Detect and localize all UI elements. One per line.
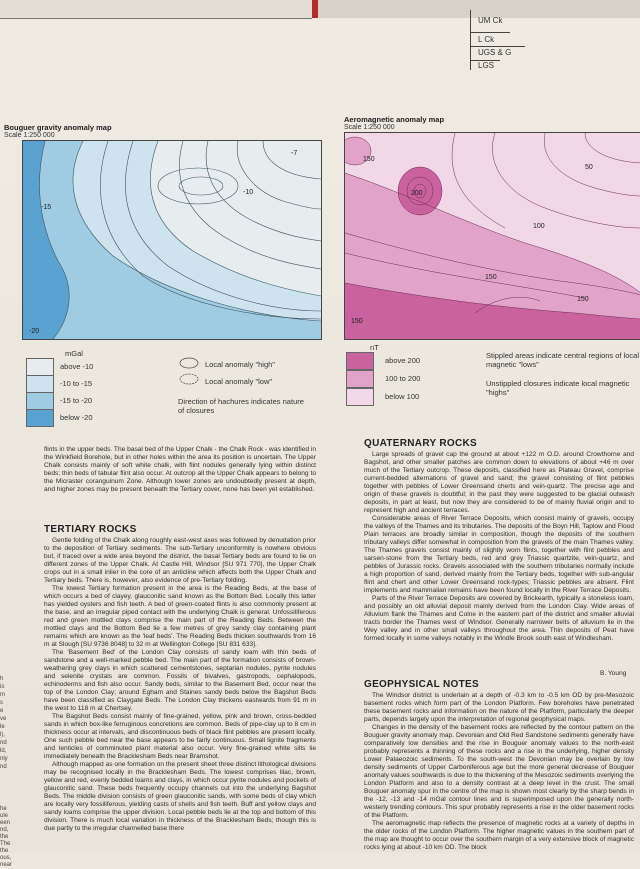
aeromag-swatch-3 (346, 388, 374, 406)
bouguer-swatch-3 (26, 392, 54, 410)
strat-label-lgs: LGS (478, 61, 495, 70)
local-low-label: Local anomaly "low" (205, 377, 273, 386)
contour-label: -7 (291, 150, 298, 157)
bouguer-legend-label: -15 to -20 (60, 396, 93, 405)
contour-label: 50 (585, 164, 593, 171)
tertiary-paragraph: The Bagshot Beds consist mainly of fine-grained, yellow, pink and brown, cross-bedded sands in which box-like ferruginous concretions are common. Beds of pipe-clay up to 8 cm in thickness occur at intervals, and discontinuous beds of black flint pebbles are present locally. One such pebble bed near the base appears to be fairly continuous. Small lignite fragments and lenticles of comminuted plant material also occur. Very fine-grained white silts lie immediately beneath the Bracklesham Beds near Bramshot. (44, 713, 316, 760)
stratigraphic-column (470, 10, 600, 72)
aeromagnetic-map (344, 132, 640, 340)
tertiary-rocks-text (44, 537, 316, 853)
bouguer-swatch-1 (26, 358, 54, 376)
quaternary-paragraph: Parts of the River Terrace Deposits are covered by Brickearth, typically a stoneless loam, and possibly an old alluvial deposit mainly derived from the London Clay. Wide areas of Alluvium flank the Thames and Colne in the eastern part of the district and smaller alluvial tracts border the Thames west of Windsor. Generally narrower belts of alluvium lie in the Wey valley and in other small valleys throughout the area. Thin deposits of Peat have formed locally in some valleys notably in the Windle Brook south east of Windlesham. (364, 595, 634, 642)
author-credit: B. Young (600, 670, 627, 677)
geophys-paragraph: Changes in the density of the basement rocks are reflected by the contour pattern on the Bouguer gravity anomaly map. Devonian and Old Red Sandstone sediments generally have comparatively low densities and the rise in Bouguer anomaly values to the north-east probably represents a thinning of these rocks and a rise in the underlying, higher density Lower Palaeozoic sediments. To the south-west the Devonian may be overlain by low density sediments of Upper Carboniferous age but the more general decrease of Bouguer anomaly values southwards is due to the thickening of the Mesozoic sediments overlying the London Platform and also to a density contrast at a deep level in the crust. The small Bouguer anomaly spur in the centre of the map is shown most clearly by the sharp bends in the -12, -13 and -14 mGal contour lines and is superimposed upon the generally north-westerly trending contours. This spur probably represents a rise in the older basement rocks of the Platform. (364, 724, 634, 819)
strat-label-ugs-g: UGS & G (478, 48, 512, 57)
bouguer-legend-label: -10 to -15 (60, 379, 93, 388)
aeromag-swatch-1 (346, 352, 374, 370)
geophysical-notes-heading: GEOPHYSICAL NOTES (364, 679, 479, 690)
geophys-paragraph: The Windsor district is underlain at a depth of -0.3 km to -0.5 km OD by pre-Mesozoic basement rocks which form part of the London Platform. Few boreholes have penetrated these basement rocks and information on the nature of the Platform, particularly the deeper parts, depends largely upon the interpretation of regional geophysical maps. (364, 692, 634, 723)
quaternary-paragraph: Large spreads of gravel cap the ground at about +122 m O.D. around Crowthorne and Bagshot, and other smaller patches are common down to elevations of about +46 m over much of the Tertiary outcrop. These deposits, classified here as Plateau Gravel, comprise current-bedded alternations of gravel and sand; the gravel consisting of flint pebbles together with pebbles of Lower Greensand cherts and vein-quartz. The precise age and origin of these gravels is doubtful; in the past they were suggested to be glacial outwash deposits, in part at least, but now they are considered to be of mainly fluvial origin and to represent high and ancient terraces. (364, 451, 634, 514)
aeromag-legend-label: below 100 (385, 392, 420, 401)
contour-label: 150 (577, 296, 589, 303)
tertiary-paragraph: Although mapped as one formation on the present sheet three distinct lithological divisions may be recognised locally in the Bracklesham Beds. The lowest comprises lilac, brown, yellow and red, evenly bedded loams and clays, in which occur pyrite nodules and pockets of glauconitic sand. These beds frequently occupy channels cut into the underlying Bagshot Beds. The middle division consists of green glauconitic sands, with some beds of clay which are locally very fossiliferous, yielding casts of shells and fish teeth. Buff and yellow clays and sandy loams comprise the upper division. Local pebble beds lie at the top and bottom of this division. There is much local variation in thickness of the Bracklesham Beds; though this is due partly to the irregular channelled base there (44, 761, 316, 832)
strat-label-um-ck: UM Ck (478, 16, 503, 25)
hachure-note: Direction of hachures indicates nature of closures (178, 397, 304, 415)
contour-label: 150 (351, 318, 363, 325)
top-red-mark (312, 0, 318, 18)
quaternary-paragraph: Considerable areas of River Terrace Deposits, which consist mainly of gravels, occupy the valleys of the Thames and its tributaries. The deposits of the Boyn Hill, Taplow and Flood Plain terraces are broadly similar in composition, though the deposits of the southern tributary valleys differ somewhat in composition from the gravels of the main Thames valley. The Thames gravels consist mainly of slightly worn flints, together with flint pebbles and sarsen-stone from the Tertiary beds, red and grey Triassic quartzite, vein-quartz, and pebbles of Jurassic rocks. Gravels associated with the southern tributaries normally include a high proportion of sand, derived mainly from the Tertiary beds, together with sub-angular flint and chert and other Lower Greensand rock-types; Triassic pebbles are absent. Flint implements and mammalian remains have been found locally in the River Terrace Deposits. (364, 515, 634, 594)
tertiary-paragraph: The lowest Tertiary formation present in the area is the Reading Beds, at the base of which occurs a bed of clayey, glauconitic sand known as the Bottom Bed. Locally this latter has yielded oysters and fish teeth. A bed of green-coated flints is also commonly present at the base, and an irregular piped contact with the underlying Chalk is general. Unfossiliferous red and green mottled clays comprise the main part of the Reading Beds. Between the mottled clays and the Bottom Bed lie a few metres of grey sandy clay containing plant remains which are known as the 'leaf beds'. The Reading Beds thicken southwards from 16 m at Slough [SU 9736 8048] to 32 m at Wellington College [SU 831 633]. (44, 585, 316, 648)
left-margin-fragments: h is m s e ve le l), nd ld, nly nd (0, 676, 8, 770)
contour-label: -20 (29, 328, 40, 335)
contour-label: 200 (411, 190, 423, 197)
unstippled-note: Unstippled closures indicate local magnetic "highs" (486, 379, 630, 397)
tertiary-rocks-heading: TERTIARY ROCKS (44, 524, 137, 535)
bouguer-swatch-4 (26, 409, 54, 427)
aeromag-map-title: Aeromagnetic anomaly map (344, 115, 445, 124)
aeromag-map-scale: Scale 1:250 000 (344, 124, 395, 131)
aeromag-legend-unit: nT (370, 343, 379, 352)
bouguer-map-title: Bouguer gravity anomaly map (4, 123, 112, 132)
local-high-label: Local anomaly "high" (205, 360, 275, 369)
tertiary-paragraph: The 'Basement Bed' of the London Clay consists of sandy loam with thin beds of sandstone and a well-marked pebble bed. The main part of the formation consists of brown-weathering grey clays in which scattered cementstones, septarian nodules, pyrite nodules and selenite crystals are common. Fossils of bivalves, gastropods, cephalopods, echinoderms and fish also occur. Sandy beds, similar to the Basement Bed, occur near the top of the London Clay; around Egham and Staines sandy beds below the Bagshot Beds have been classified as Claygate Beds. The London Clay thickens eastwards from 91 m in the west to 118 m at Chertsey. (44, 649, 316, 712)
geophys-paragraph: The aeromagnetic map reflects the presence of magnetic rocks at a variety of depths in the older rocks of the London Platform. The higher magnetic values in the southern part of the map are thought to occur over the southern margin of a very extensive block of magnetic rocks lying at about -10 km OD. The block (364, 820, 634, 851)
aeromag-legend-label: above 200 (385, 356, 421, 365)
contour-label: -15 (41, 204, 52, 211)
geophysical-notes-text (364, 692, 634, 853)
quaternary-rocks-text (364, 451, 634, 677)
bouguer-legend-label: above -10 (60, 362, 94, 371)
left-margin-fragments-lower: he ule een nd, the The the ous, near (0, 806, 13, 868)
bouguer-swatch-2 (26, 375, 54, 393)
chalk-intro-paragraph: flints in the upper beds. The basal bed of the Upper Chalk - the Chalk Rock - was identified in the Winkfield Borehole, but in other holes within the area its position is uncertain. The Upper Chalk consists mainly of soft white chalk, with flint nodules generally lying within distinct beds; thin beds of tabular flint also occur. At outcrop all the Upper Chalk appears to belong to the Micraster coranguinum Zone. Although lower zones are undoubtedly present at depth, and higher zones may be present beneath the Tertiary cover, none has been yet established. (44, 446, 316, 493)
strat-divider (470, 32, 510, 33)
contour-label: 150 (363, 156, 375, 163)
strat-divider (470, 46, 525, 47)
strat-label-l-ck: L Ck (478, 35, 495, 44)
bouguer-gravity-map (22, 140, 322, 340)
quaternary-rocks-heading: QUATERNARY ROCKS (364, 438, 477, 449)
contour-label: 150 (485, 274, 497, 281)
aeromag-legend-label: 100 to 200 (385, 374, 421, 383)
bouguer-legend-unit: mGal (65, 349, 83, 358)
stippled-note: Stippled areas indicate central regions of local magnetic "lows" (486, 351, 640, 369)
top-map-strip (0, 0, 312, 19)
hachure-symbols (178, 356, 200, 386)
tertiary-paragraph: Gentle folding of the Chalk along roughly east-west axes was followed by denudation prior to the deposition of Tertiary sediments. The sub-Tertiary unconformity is nowhere obvious but, if traced over a wide area beyond the district, the basal Tertiary beds are found to lie on different zones of the Upper Chalk. At Castle Hill, Windsor [SU 971 770], the Upper Chalk crops out in a small inlier in the core of an anticline which affects both the Upper Chalk and Tertiary beds. There is, however, also evidence of pre-Tertiary folding. (44, 537, 316, 584)
bouguer-legend-label: below -20 (60, 413, 93, 422)
bouguer-map-scale: Scale 1:250 000 (4, 132, 55, 139)
aeromag-swatch-2 (346, 370, 374, 388)
contour-label: -10 (243, 189, 254, 196)
column-axis-line (470, 10, 471, 70)
contour-label: 100 (533, 223, 545, 230)
